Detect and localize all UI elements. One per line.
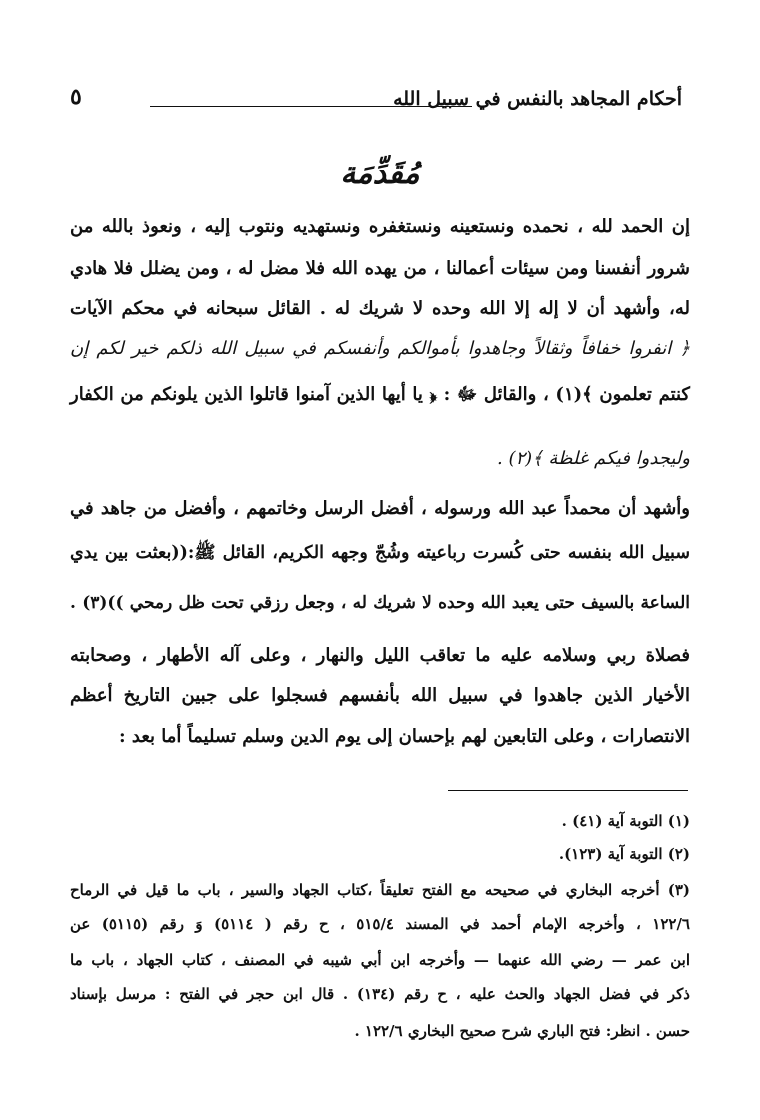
footnote: ١٢٢/٦ ، وأخرجه الإمام أحمد في المسند ٥١٥/٤ ، ح رقم ( ٥١١٤) وَ رقم (٥١١٥) عن [70, 915, 690, 933]
body-line: شرور أنفسنا ومن سيئات أعمالنا ، من يهده الله فلا مضل له ، ومن يضلل فلا هادي [70, 258, 690, 279]
running-header [70, 84, 682, 120]
section-heading: مُقَدِّمَة [340, 156, 420, 191]
body-line: كنتم تعلمون ﴾(١) ، والقائل ﷻ : ﴿ يا أيها الذين آمنوا قاتلوا الذين يلونكم من الكفار [70, 384, 691, 405]
footnote: حسن . انظر: فتح الباري شرح صحيح البخاري ١٢٢/٦ . [354, 1022, 690, 1040]
footnote: (٣) أخرجه البخاري في صحيحه مع الفتح تعليقاً ،كتاب الجهاد والسير ، باب ما قيل في الرماح [70, 881, 690, 899]
body-line: سبيل الله بنفسه حتى كُسرت رباعيته وشُجّ وجهه الكريم، القائل ﷺ:((بعثت بين يدي [70, 543, 690, 563]
footnote: (٢) التوبة آية (١٢٣). [558, 845, 690, 863]
page-number: ٥ [70, 84, 82, 110]
body-line: الأخيار الذين جاهدوا في سبيل الله بأنفسهم فسجلوا على جبين التاريخ أعظم [70, 685, 690, 706]
header-title: أحكام المجاهد بالنفس في سبيل الله [393, 88, 682, 110]
body-line: إن الحمد لله ، نحمده ونستعينه ونستغفره ونستهديه ونتوب إليه ، ونعوذ بالله من [70, 216, 690, 237]
body-line: فصلاة ربي وسلامه عليه ما تعاقب الليل والنهار ، وعلى آله الأطهار ، وصحابته [70, 645, 690, 666]
footnote: ابن عمر — رضي الله عنهما — وأخرجه ابن أبي شيبه في المصنف ، كتاب الجهاد ، باب ما [70, 951, 690, 969]
quran-line: وليجدوا فيكم غلظة ﴾(٢) . [497, 448, 690, 469]
footnote-separator [448, 790, 688, 791]
body-line: الساعة بالسيف حتى يعبد الله وحده لا شريك له ، وجعل رزقي تحت ظل رمحي ))(٣) . [70, 593, 690, 613]
quran-line: ﴿ انفروا خفافاً وثقالاً وجاهدوا بأموالكم وأنفسكم في سبيل الله ذلكم خير لكم إن [70, 338, 690, 359]
body-line: وأشهد أن محمداً عبد الله ورسوله ، أفضل الرسل وخاتمهم ، وأفضل من جاهد في [70, 498, 690, 519]
body-line: له، وأشهد أن لا إله إلا الله وحده لا شريك له . القائل سبحانه في محكم الآيات [70, 298, 690, 319]
footnote: ذكر في فضل الجهاد والحث عليه ، ح رقم (١٣٤) . قال ابن حجر في الفتح : مرسل بإسناد [70, 985, 690, 1003]
header-rule [150, 106, 472, 107]
body-line: الانتصارات ، وعلى التابعين لهم بإحسان إلى يوم الدين وسلم تسليماً أما بعد : [118, 726, 690, 747]
footnote: (١) التوبة آية (٤١) . [561, 812, 690, 830]
